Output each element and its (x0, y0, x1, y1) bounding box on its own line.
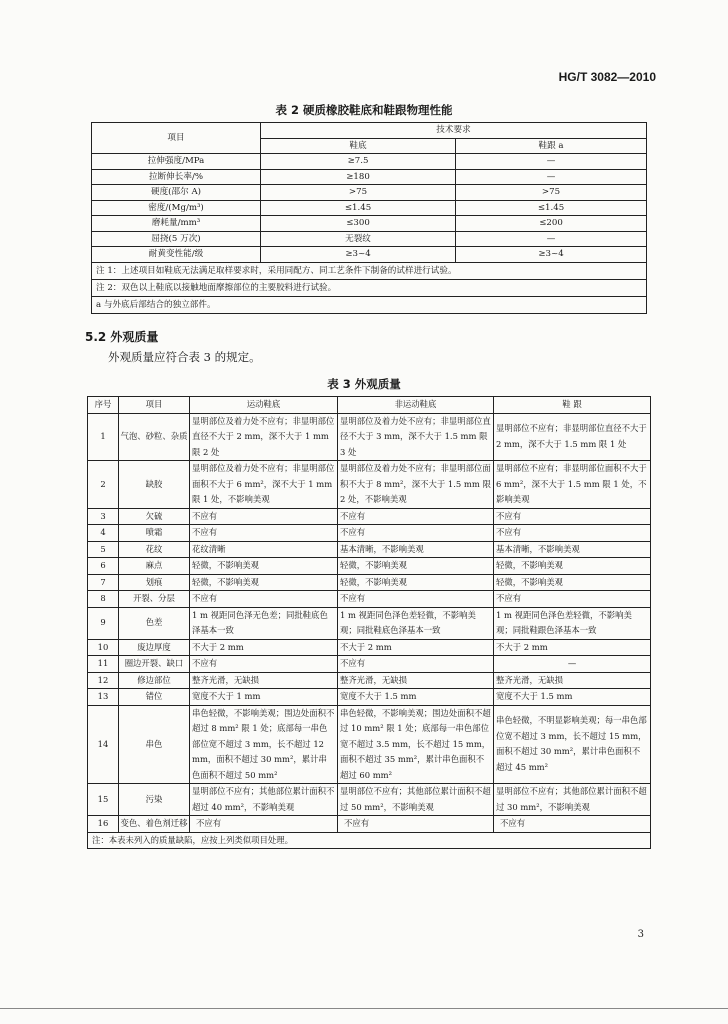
cell-heel: 1 m 视距同色泽色差轻微，不影响美观；同批鞋跟色泽基本一致 (494, 607, 651, 639)
cell-heel: 不应有 (494, 525, 651, 542)
cell-item: 麻点 (119, 558, 190, 575)
cell-item: 喷霜 (119, 525, 190, 542)
table3-header-heel: 鞋 跟 (494, 397, 651, 414)
cell-sport: 1 m 视距同色泽无色差；同批鞋底色泽基本一致 (190, 607, 338, 639)
cell-heel: — (456, 154, 647, 170)
cell-non-sport: 显明部位不应有；其他部位累计面积不超过 50 mm²，不影响美观 (338, 784, 494, 816)
cell-heel: 轻微，不影响美观 (494, 574, 651, 591)
cell-non-sport: 不应有 (338, 591, 494, 608)
page-number: 3 (637, 929, 644, 940)
cell-item: 硬度(邵尔 A) (92, 185, 261, 201)
cell-no: 15 (88, 784, 119, 816)
cell-no: 8 (88, 591, 119, 608)
cell-heel: 轻微，不影响美观 (494, 558, 651, 575)
cell-non-sport: 不大于 2 mm (338, 639, 494, 656)
table2-caption: 表 2 硬质橡胶鞋底和鞋跟物理性能 (275, 103, 453, 117)
cell-item: 废边厚度 (119, 639, 190, 656)
cell-no: 2 (88, 461, 119, 509)
cell-no: 6 (88, 558, 119, 575)
page-edge-line (0, 1008, 728, 1009)
table-row (88, 672, 651, 689)
cell-heel: — (456, 169, 647, 185)
cell-no: 4 (88, 525, 119, 542)
table-row (88, 413, 651, 461)
cell-heel: 不应有 (494, 508, 651, 525)
cell-sport: 显明部位及着力处不应有；非显明部位面积不大于 6 mm²，深不大于 1 mm 限 1 处，不影响美观 (190, 461, 338, 509)
table-row (88, 541, 651, 558)
table-row (92, 247, 647, 263)
table-row (88, 591, 651, 608)
cell-sport: 花纹清晰 (190, 541, 338, 558)
cell-no: 7 (88, 574, 119, 591)
table-row (92, 169, 647, 185)
table3-header-sport: 运动鞋底 (190, 397, 338, 414)
cell-sport: 显明部位及着力处不应有；非显明部位直径不大于 2 mm，深不大于 1 mm 限 2 处 (190, 413, 338, 461)
cell-non-sport: 串色轻微，不影响美观；围边处面积不超过 10 mm² 限 1 处；底部每一串色部位宽不超过 3.5 mm，长不超过 15 mm，面积不超过 35 mm²，累计串色面积不超过 60 mm² (338, 705, 494, 784)
cell-no: 14 (88, 705, 119, 784)
cell-item: 串色 (119, 705, 190, 784)
cell-non-sport: 不应有 (338, 525, 494, 542)
table2-note-1: 注 1：上述项目如鞋底无法满足取样要求时，采用同配方、同工艺条件下制备的试样进行试验。 (92, 262, 647, 279)
cell-heel: ≤1.45 (456, 200, 647, 216)
cell-no: 5 (88, 541, 119, 558)
cell-no: 10 (88, 639, 119, 656)
cell-non-sport: 轻微，不影响美观 (338, 558, 494, 575)
cell-heel: 显明部位不应有；其他部位累计面积不超过 30 mm²，不影响美观 (494, 784, 651, 816)
cell-sport: 轻微，不影响美观 (190, 574, 338, 591)
table-row (88, 574, 651, 591)
cell-heel: — (456, 231, 647, 247)
cell-sport: 轻微，不影响美观 (190, 558, 338, 575)
cell-item: 变色、着色剂迁移 (119, 816, 190, 833)
cell-heel: 不应有 (494, 591, 651, 608)
table-row (88, 639, 651, 656)
cell-item: 拉伸强度/MPa (92, 154, 261, 170)
table3-header-no: 序号 (88, 397, 119, 414)
table-row (92, 200, 647, 216)
cell-heel: ≥3~4 (456, 247, 647, 263)
physical-properties-table (91, 122, 647, 314)
cell-sole: ≥180 (261, 169, 456, 185)
table3-header-item: 项目 (119, 397, 190, 414)
table2-header-item: 项目 (92, 123, 261, 154)
table3-header-non-sport: 非运动鞋底 (338, 397, 494, 414)
cell-item: 污染 (119, 784, 190, 816)
cell-non-sport: 不应有 (338, 508, 494, 525)
cell-sport: 串色轻微，不影响美观；围边处面积不超过 8 mm² 限 1 处；底部每一串色部位宽不超过 3 mm，长不超过 12 mm，面积不超过 30 mm²，累计串色面积不超过 50 mm² (190, 705, 338, 784)
table-row (88, 689, 651, 706)
cell-item: 欠硫 (119, 508, 190, 525)
cell-item: 花纹 (119, 541, 190, 558)
table-row (88, 508, 651, 525)
cell-sport: 不大于 2 mm (190, 639, 338, 656)
cell-heel: 不大于 2 mm (494, 639, 651, 656)
cell-heel: ≤200 (456, 216, 647, 232)
cell-heel: — (494, 656, 651, 673)
cell-heel: >75 (456, 185, 647, 201)
table2-header-heel: 鞋跟 a (456, 138, 647, 154)
table-row (88, 607, 651, 639)
cell-non-sport: 显明部位及着力处不应有；非显明部位面积不大于 8 mm²，深不大于 1.5 mm 限 2 处，不影响美观 (338, 461, 494, 509)
table-row (92, 154, 647, 170)
table-row (92, 216, 647, 232)
table-row (92, 185, 647, 201)
table-row (88, 656, 651, 673)
section-heading: 5.2 外观质量 (85, 330, 159, 344)
table-row (88, 525, 651, 542)
cell-item: 密度/(Mg/m³) (92, 200, 261, 216)
table-row (88, 558, 651, 575)
cell-heel: 宽度不大于 1.5 mm (494, 689, 651, 706)
table2-footnote: a 与外底后部结合的独立部件。 (92, 296, 647, 313)
cell-non-sport: 整齐光滑，无缺损 (338, 672, 494, 689)
cell-non-sport: 1 m 视距同色泽色差轻微，不影响美观；同批鞋底色泽基本一致 (338, 607, 494, 639)
cell-item: 磨耗量/mm³ (92, 216, 261, 232)
cell-heel: 显明部位不应有；非显明部位面积不大于 6 mm²，深不大于 1.5 mm 限 1 处，不影响美观 (494, 461, 651, 509)
cell-heel: 基本清晰，不影响美观 (494, 541, 651, 558)
cell-non-sport: 基本清晰，不影响美观 (338, 541, 494, 558)
cell-non-sport: 轻微，不影响美观 (338, 574, 494, 591)
table2-note-2: 注 2：双色以上鞋底以接触地面摩擦部位的主要胶料进行试验。 (92, 279, 647, 296)
cell-no: 12 (88, 672, 119, 689)
cell-item: 划痕 (119, 574, 190, 591)
table2-header-group: 技术要求 (261, 123, 647, 139)
cell-item: 屈挠(5 万次) (92, 231, 261, 247)
cell-non-sport: 显明部位及着力处不应有；非显明部位直径不大于 3 mm，深不大于 1.5 mm 限 3 处 (338, 413, 494, 461)
cell-sole: ≤1.45 (261, 200, 456, 216)
section-body: 外观质量应符合表 3 的规定。 (108, 350, 261, 364)
cell-item: 耐黄变性能/级 (92, 247, 261, 263)
cell-sport: 不应有 (190, 816, 338, 833)
cell-no: 1 (88, 413, 119, 461)
cell-sport: 不应有 (190, 591, 338, 608)
cell-non-sport: 宽度不大于 1.5 mm (338, 689, 494, 706)
table2-header-sole: 鞋底 (261, 138, 456, 154)
cell-no: 9 (88, 607, 119, 639)
cell-item: 气泡、砂粒、杂质 (119, 413, 190, 461)
table-row (88, 816, 651, 833)
cell-sole: ≥7.5 (261, 154, 456, 170)
cell-sport: 不应有 (190, 508, 338, 525)
standard-code: HG/T 3082—2010 (558, 70, 656, 84)
table-row (88, 461, 651, 509)
cell-no: 3 (88, 508, 119, 525)
cell-item: 开裂、分层 (119, 591, 190, 608)
cell-sole: ≥3~4 (261, 247, 456, 263)
cell-heel: 串色轻微，不明显影响美观；每一串色部位宽不超过 3 mm，长不超过 15 mm，面积不超过 30 mm²，累计串色面积不超过 45 mm² (494, 705, 651, 784)
table-row (92, 231, 647, 247)
cell-sport: 不应有 (190, 656, 338, 673)
cell-item: 缺胶 (119, 461, 190, 509)
cell-sole: >75 (261, 185, 456, 201)
table-row (88, 705, 651, 784)
table-row (88, 784, 651, 816)
cell-item: 色差 (119, 607, 190, 639)
cell-sole: 无裂纹 (261, 231, 456, 247)
cell-non-sport: 不应有 (338, 656, 494, 673)
cell-heel: 整齐光滑，无缺损 (494, 672, 651, 689)
table3-caption: 表 3 外观质量 (327, 377, 401, 391)
cell-sport: 显明部位不应有；其他部位累计面积不超过 40 mm²，不影响美观 (190, 784, 338, 816)
cell-no: 16 (88, 816, 119, 833)
cell-sport: 不应有 (190, 525, 338, 542)
cell-sport: 宽度不大于 1 mm (190, 689, 338, 706)
table3-note: 注：本表未列入的质量缺陷，应按上列类似项目处理。 (88, 832, 651, 849)
cell-no: 13 (88, 689, 119, 706)
cell-item: 错位 (119, 689, 190, 706)
cell-sole: ≤300 (261, 216, 456, 232)
cell-item: 拉断伸长率/% (92, 169, 261, 185)
cell-sport: 整齐光滑，无缺损 (190, 672, 338, 689)
cell-item: 圈边开裂、缺口 (119, 656, 190, 673)
cell-non-sport: 不应有 (338, 816, 494, 833)
cell-heel: 显明部位不应有；非显明部位直径不大于 2 mm，深不大于 1.5 mm 限 1 处 (494, 413, 651, 461)
cell-item: 修边部位 (119, 672, 190, 689)
cell-no: 11 (88, 656, 119, 673)
appearance-quality-table (87, 396, 651, 849)
cell-heel: 不应有 (494, 816, 651, 833)
